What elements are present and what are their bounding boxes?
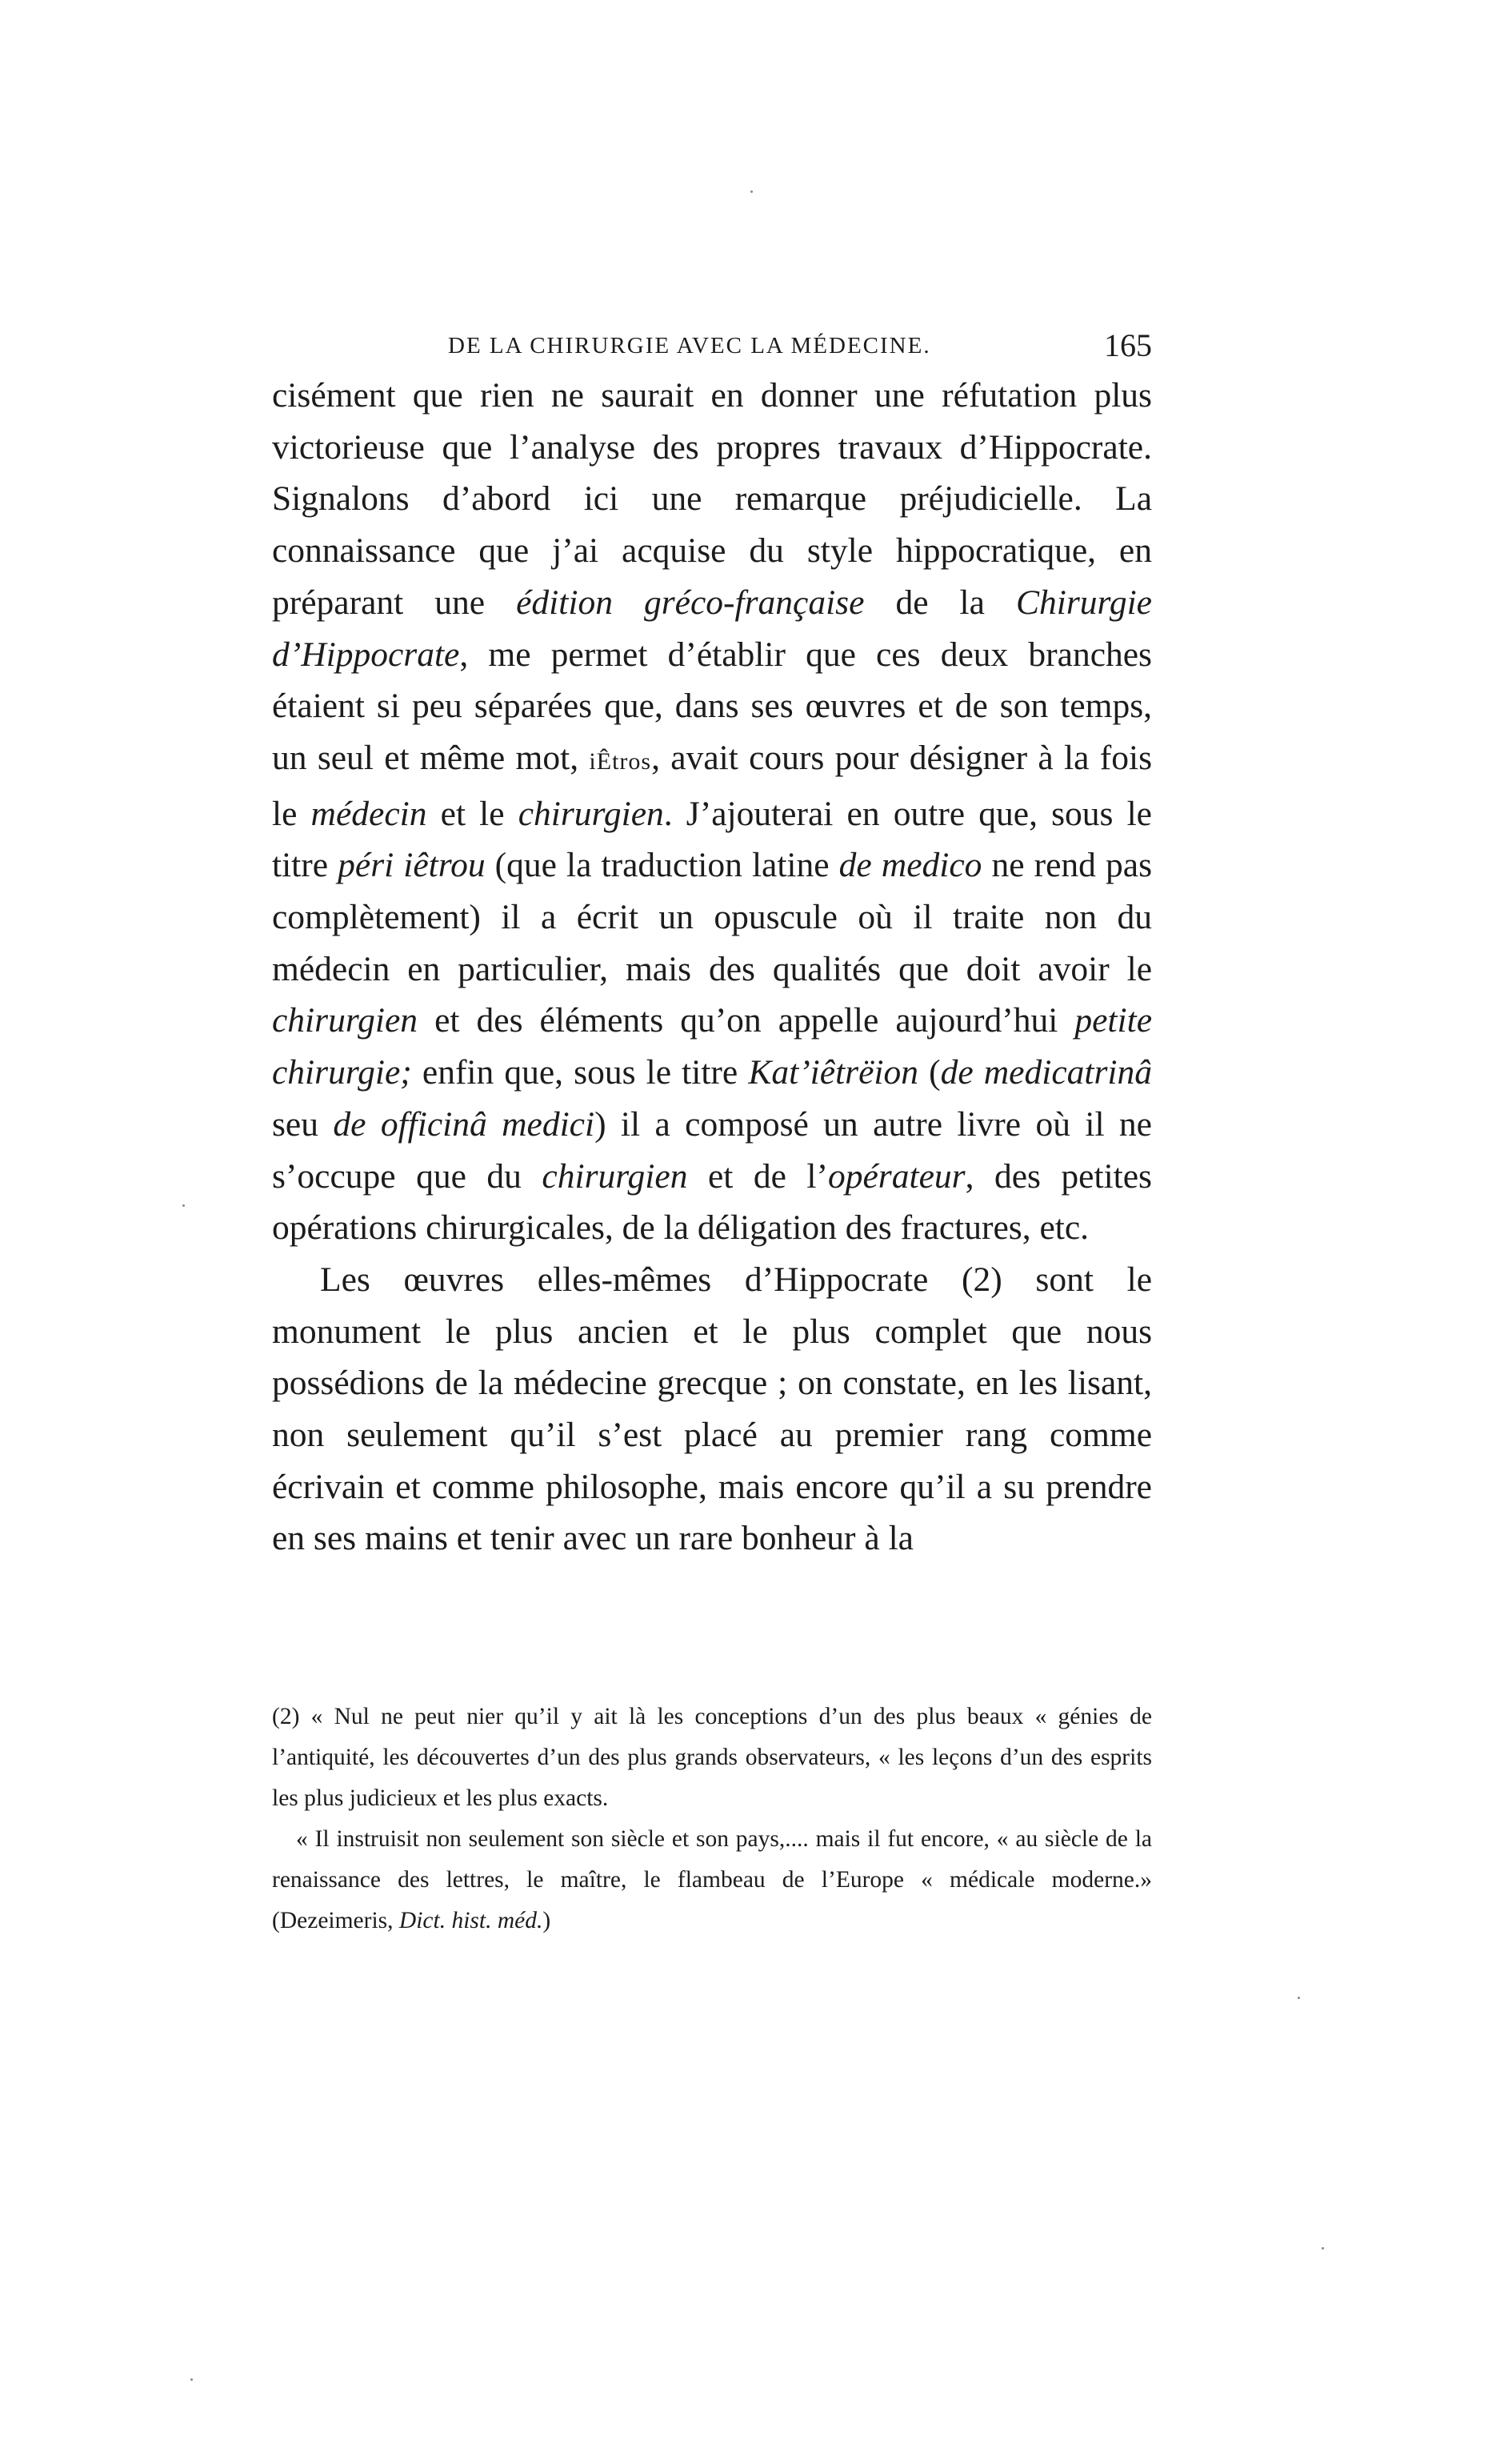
text-run: (que la traduction latine (485, 846, 839, 885)
text-run: cisément que rien ne saurait en donner une réfutation plus victorieuse que l’analyse des propres travaux d’Hippocrate. Signalons d’abord ici une remarque préjudicielle. La connaissance que j’ai acquise du style hippocratique, en préparant une (272, 376, 1152, 622)
italic-run: de medicatrinâ (940, 1053, 1152, 1092)
paper-speck (190, 2378, 193, 2381)
text-run: , me permet d’établir que ces deux branches étaient si peu séparées que, dans ses œuvres et de son temps, un seul et même mot, (272, 635, 1152, 777)
page-number: 165 (1104, 327, 1152, 363)
paragraph-continued (272, 370, 1152, 1254)
footnote-paragraph: (2) « Nul ne peut nier qu’il y ait là les conceptions d’un des plus beaux « génies de l’antiquité, les découvertes d’un des plus grands observateurs, « les leçons d’un des esprits les plus judicieux et les plus exacts. (272, 1704, 1152, 1811)
text-run: et de l’ (687, 1156, 828, 1196)
text-run: Les œuvres elles-mêmes d’Hippocrate (2) sont le monument le plus ancien et le plus complet que nous possédions de la médecine grecque ; on constate, en les lisant, non seulement qu’il s’est placé au premier rang comme écrivain et comme philosophe, mais encore qu’il a su prendre en ses mains et tenir avec un rare bonheur à la (272, 1260, 1152, 1558)
paragraph (272, 1254, 1152, 1565)
paper-speck (1298, 1997, 1300, 1999)
footnote-paragraph (272, 1819, 1152, 1941)
text-run: , avait cours pour désigner à la fois le (272, 738, 1152, 833)
italic-run: chirurgien (542, 1156, 688, 1196)
italic-run: opérateur (828, 1156, 966, 1196)
text-run: . J’ajouterai en outre que, sous le titre (272, 794, 1152, 885)
text-run: ne rend pas complètement) il a écrit un opuscule où il traite non du médecin en particulier, mais des qualités que doit avoir le (272, 846, 1152, 988)
italic-run: Dict. hist. méd. (398, 1908, 543, 1933)
text-run: seu (272, 1104, 334, 1144)
text-run: , des petites opérations chirurgicales, de la déligation des fractures, etc. (272, 1156, 1152, 1248)
text-run: ) il a composé un autre livre où il ne s’occupe que du (272, 1104, 1152, 1196)
paper-speck (1322, 2247, 1324, 2250)
italic-run: Chirurgie d’Hippocrate (272, 583, 1152, 674)
footnote (272, 1697, 1152, 1941)
text-run: ) (542, 1908, 551, 1933)
text-run: ( (918, 1053, 941, 1092)
italic-run: Kat’iêtrëion (748, 1053, 918, 1092)
paper-speck (750, 190, 753, 193)
text-run: enfin que, sous le titre (411, 1053, 749, 1092)
running-title: DE LA CHIRURGIE AVEC LA MÉDECINE. (448, 333, 931, 359)
italic-run: chirurgien (518, 794, 664, 833)
text-run: de la (864, 583, 1016, 622)
text-run: et des éléments qu’on appelle aujourd’hui (418, 1001, 1075, 1040)
italic-run: chirurgien (272, 1001, 418, 1040)
italic-run: petite chirurgie; (272, 1001, 1152, 1092)
italic-run: édition gréco-française (516, 583, 865, 622)
text-run: et le (426, 794, 518, 833)
italic-run: de medico (838, 846, 982, 885)
main-text (272, 370, 1152, 1565)
running-header (448, 322, 1152, 370)
italic-run: péri iêtrou (338, 846, 486, 885)
text-run: « Il instruisit non seulement son siècle et son pays,.... mais il fut encore, « au siècle de la renaissance des lettres, le maître, le flambeau de l’Europe « médicale moderne.» (Dezeimeris, (272, 1826, 1152, 1933)
italic-run: de officinâ medici (333, 1104, 595, 1144)
italic-run: médecin (310, 794, 427, 833)
paper-speck (182, 1204, 185, 1207)
small-caps-run: iÊtros (589, 747, 652, 775)
